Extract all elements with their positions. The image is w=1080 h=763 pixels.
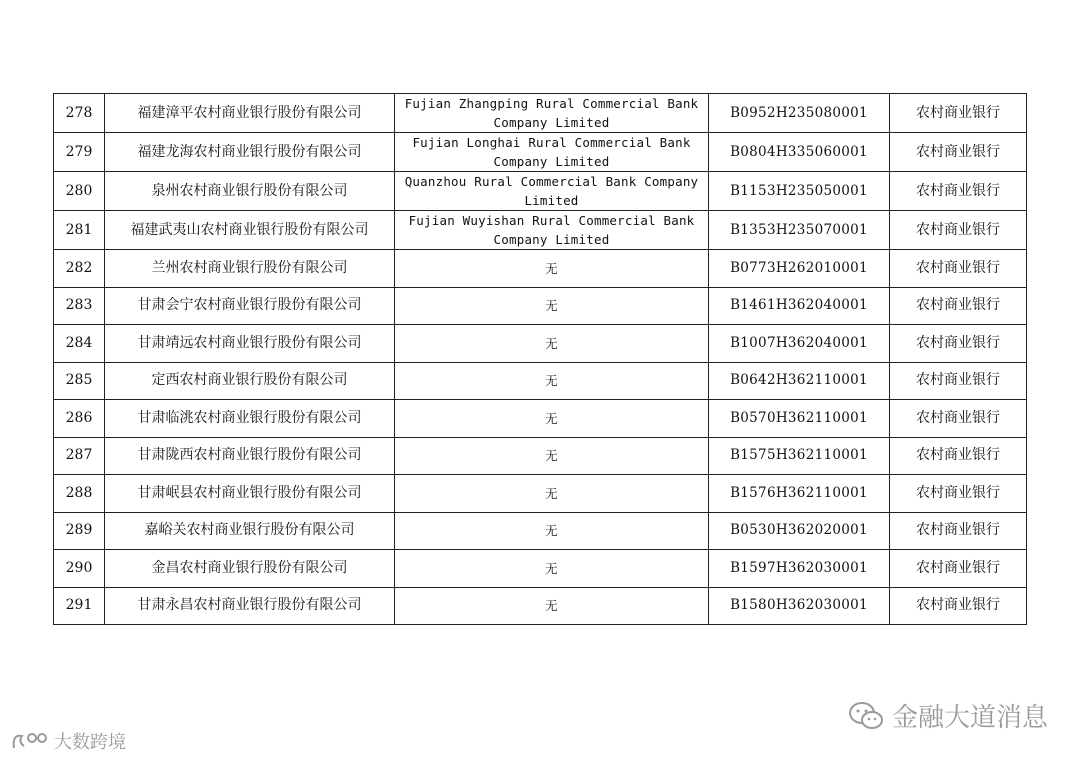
row-number: 290 [54,550,105,588]
bank-type: 农村商业银行 [890,400,1027,438]
bank-code: B1353H235070001 [709,211,890,250]
table-row [54,250,1027,288]
bank-code: B0570H362110001 [709,400,890,438]
bank-english-name: 无 [395,325,709,363]
row-number: 291 [54,587,105,625]
bank-code: B0952H235080001 [709,94,890,133]
row-number: 287 [54,437,105,475]
bank-code: B1153H235050001 [709,172,890,211]
bank-type: 农村商业银行 [890,325,1027,363]
bank-chinese-name: 兰州农村商业银行股份有限公司 [105,250,395,288]
brand-logo-icon [10,730,50,752]
row-number: 285 [54,362,105,400]
bank-english-name: 无 [395,362,709,400]
bank-english-name: 无 [395,475,709,513]
bank-chinese-name: 甘肃永昌农村商业银行股份有限公司 [105,587,395,625]
bank-chinese-name: 定西农村商业银行股份有限公司 [105,362,395,400]
table-row [54,94,1027,133]
row-number: 282 [54,250,105,288]
table-row [54,512,1027,550]
row-number: 283 [54,287,105,325]
table-body [54,94,1027,625]
bank-type: 农村商业银行 [890,512,1027,550]
bank-type: 农村商业银行 [890,94,1027,133]
bank-type: 农村商业银行 [890,587,1027,625]
bank-chinese-name: 甘肃岷县农村商业银行股份有限公司 [105,475,395,513]
bank-type: 农村商业银行 [890,475,1027,513]
table-row [54,287,1027,325]
watermark-brand [10,728,126,754]
table-row [54,362,1027,400]
bank-type: 农村商业银行 [890,287,1027,325]
bank-chinese-name: 福建龙海农村商业银行股份有限公司 [105,133,395,172]
bank-english-name: Fujian Zhangping Rural Commercial Bank Company Limited [395,94,709,133]
wechat-icon [848,701,884,731]
bank-type: 农村商业银行 [890,250,1027,288]
bank-code: B1576H362110001 [709,475,890,513]
bank-code: B1597H362030001 [709,550,890,588]
table-row [54,550,1027,588]
watermark-source [848,697,1048,734]
bank-chinese-name: 福建漳平农村商业银行股份有限公司 [105,94,395,133]
row-number: 280 [54,172,105,211]
bank-code: B1580H362030001 [709,587,890,625]
bank-type: 农村商业银行 [890,211,1027,250]
bank-english-name: Fujian Wuyishan Rural Commercial Bank Company Limited [395,211,709,250]
table-row [54,211,1027,250]
row-number: 289 [54,512,105,550]
bank-english-name: 无 [395,287,709,325]
bank-type: 农村商业银行 [890,133,1027,172]
bank-english-name: 无 [395,512,709,550]
bank-code: B1007H362040001 [709,325,890,363]
bank-chinese-name: 甘肃陇西农村商业银行股份有限公司 [105,437,395,475]
row-number: 278 [54,94,105,133]
table-row [54,172,1027,211]
bank-english-name: 无 [395,587,709,625]
bank-english-name: 无 [395,400,709,438]
row-number: 279 [54,133,105,172]
bank-code: B0773H262010001 [709,250,890,288]
bank-chinese-name: 嘉峪关农村商业银行股份有限公司 [105,512,395,550]
bank-type: 农村商业银行 [890,362,1027,400]
table-row [54,325,1027,363]
bank-chinese-name: 泉州农村商业银行股份有限公司 [105,172,395,211]
bank-code: B0804H335060001 [709,133,890,172]
bank-list-table [53,93,1027,625]
bank-code: B1461H362040001 [709,287,890,325]
bank-english-name: 无 [395,550,709,588]
bank-chinese-name: 甘肃靖远农村商业银行股份有限公司 [105,325,395,363]
row-number: 281 [54,211,105,250]
bank-chinese-name: 甘肃会宁农村商业银行股份有限公司 [105,287,395,325]
row-number: 288 [54,475,105,513]
bank-code: B1575H362110001 [709,437,890,475]
bank-english-name: Fujian Longhai Rural Commercial Bank Company Limited [395,133,709,172]
row-number: 284 [54,325,105,363]
bank-chinese-name: 福建武夷山农村商业银行股份有限公司 [105,211,395,250]
bank-english-name: 无 [395,437,709,475]
bank-type: 农村商业银行 [890,172,1027,211]
table-row [54,475,1027,513]
bank-english-name: Quanzhou Rural Commercial Bank Company Limited [395,172,709,211]
row-number: 286 [54,400,105,438]
table-row [54,437,1027,475]
watermark-source-text: 金融大道消息 [891,703,1048,733]
table-row [54,587,1027,625]
bank-chinese-name: 金昌农村商业银行股份有限公司 [105,550,395,588]
bank-type: 农村商业银行 [890,437,1027,475]
bank-english-name: 无 [395,250,709,288]
bank-type: 农村商业银行 [890,550,1027,588]
table-row [54,133,1027,172]
table-row [54,400,1027,438]
bank-code: B0530H362020001 [709,512,890,550]
bank-code: B0642H362110001 [709,362,890,400]
bank-chinese-name: 甘肃临洮农村商业银行股份有限公司 [105,400,395,438]
watermark-brand-text: 大数跨境 [54,732,126,753]
